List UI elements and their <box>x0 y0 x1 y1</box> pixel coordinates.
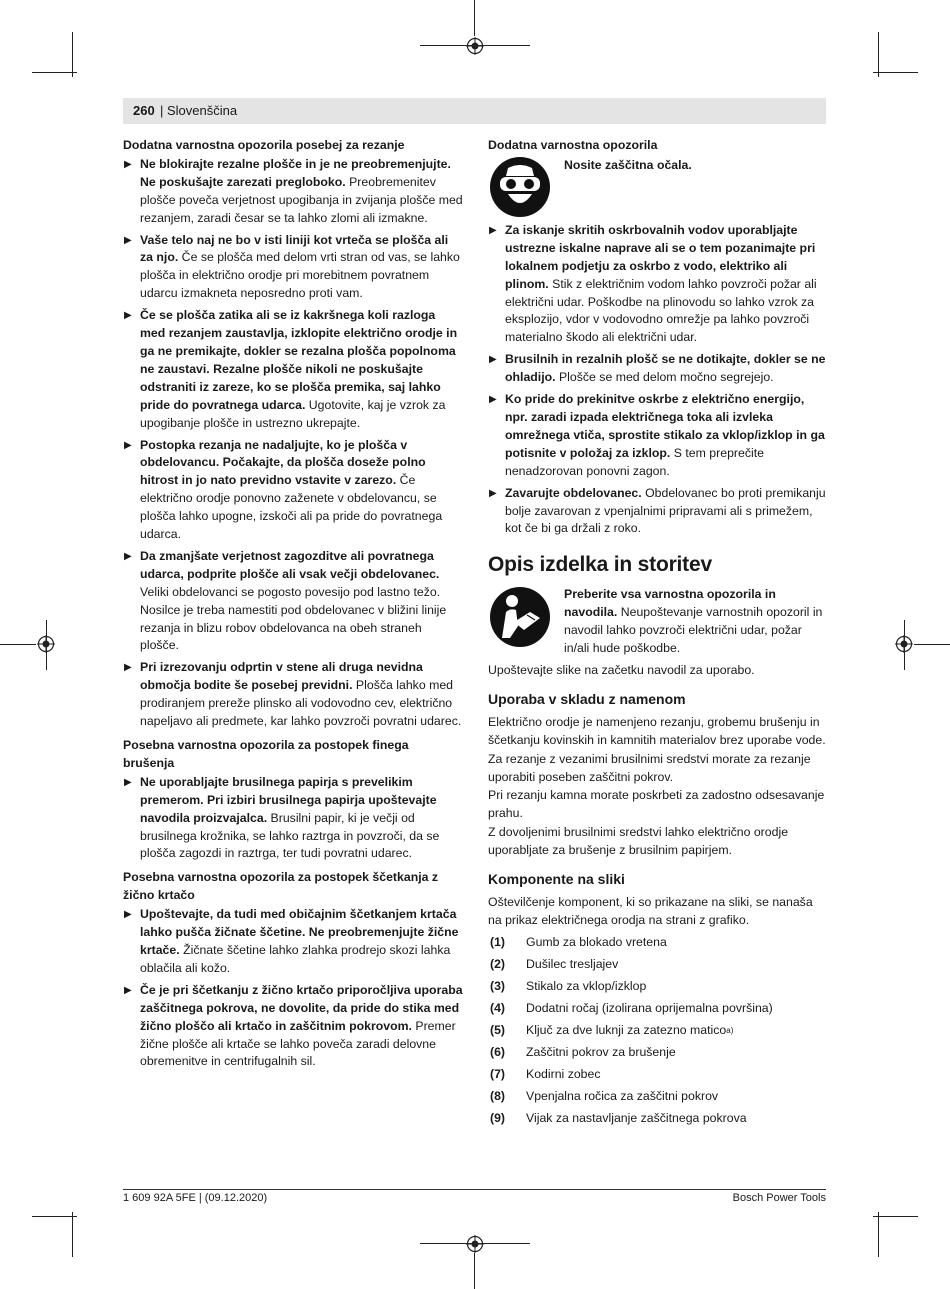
warning-bold: Zavarujte obdelovanec. <box>505 485 642 500</box>
component-number: (7) <box>490 1066 506 1081</box>
component-label: Ključ za dve luknji za zatezno matico <box>526 1022 727 1037</box>
crop-mark <box>873 1216 918 1217</box>
warning-bold: Da zmanjšate verjetnost zagozditve ali povratnega udarca, podprite plošče ali vsak večji obdelovanec. <box>140 548 440 581</box>
warning-item <box>123 774 463 864</box>
crop-mark <box>914 644 950 645</box>
warning-text: Premer žične plošče ali krtače se lahko poveča zaradi delovne obremenitve in centrifugalnih sil. <box>140 1018 456 1069</box>
component-label: Vpenjalna ročica za zaščitni pokrov <box>526 1088 719 1103</box>
page-number: 260 <box>133 103 155 118</box>
component-label: Gumb za blokado vretena <box>526 934 667 949</box>
warning-item <box>488 391 826 481</box>
bullet-arrow-icon: ▶ <box>124 909 132 921</box>
warning-item <box>488 351 826 387</box>
component-number: (8) <box>490 1088 506 1103</box>
warning-bold: Vaše telo naj ne bo v isti liniji kot vrteča se plošča ali za njo. <box>140 232 449 265</box>
component-label: Stikalo za vklop/izklop <box>526 978 647 993</box>
warning-text: Plošča lahko med prodiranjem prereže plinsko ali vodovodno cev, električno napeljavo ali predmete, kar lahko povzroči povratni udarec. <box>140 678 462 729</box>
component-item <box>488 1110 826 1128</box>
component-item <box>488 956 826 974</box>
header-language: Slovenščina <box>167 103 238 118</box>
warning-text: Če električno orodje ponovno zaženete v obdelovancu, se plošča lahko upogne, izskoči ali pa pride do povratnega udarca. <box>140 473 443 542</box>
bullet-arrow-icon: ▶ <box>489 394 497 406</box>
bullet-arrow-icon: ▶ <box>124 234 132 246</box>
footer-rule <box>123 1189 826 1190</box>
warning-text: Ugotovite, kaj je vzrok za upogibanje plošče in ustrezno ukrepajte. <box>140 397 446 430</box>
warning-item <box>123 906 463 978</box>
crop-mark <box>878 1212 879 1257</box>
bullet-arrow-icon: ▶ <box>124 550 132 562</box>
bullet-arrow-icon: ▶ <box>124 158 132 170</box>
goggles-notice <box>488 156 826 218</box>
registration-mark-icon <box>37 635 55 653</box>
bullet-arrow-icon: ▶ <box>124 439 132 451</box>
warning-list <box>488 222 826 538</box>
component-item <box>488 1066 826 1084</box>
warning-list <box>123 906 463 1071</box>
warning-text: Žičnate ščetine lahko zlahka prodrejo skozi lahka oblačila ali kožo. <box>140 942 451 975</box>
warning-item <box>123 156 463 228</box>
warning-item <box>123 307 463 432</box>
crop-mark <box>474 1253 475 1289</box>
warning-bold: Ko pride do prekinitve oskrbe z električno energijo, npr. zaradi izpada električnega toka ali izvleka omrežnega vtiča, sprostite stikalo za vklop/izklop in ga potisnite v položaj za izklop. <box>505 392 825 460</box>
component-item <box>488 978 826 996</box>
component-label: Zaščitni pokrov za brušenje <box>526 1044 676 1059</box>
warning-text: Stik z električnim vodom lahko povzroči požar ali električni udar. Poškodbe na plinovodu so lahko vzrok za eksplozijo, vdor v vodovodno omrežje pa lahko povzroči materialno škodo ali električni udar. <box>505 276 817 345</box>
component-item <box>488 934 826 952</box>
warning-bold: Postopka rezanja ne nadaljujte, ko je plošča v obdelovancu. Počakajte, da plošča doseže polno hitrost in jo nato previdno vstavite v zarezo. <box>140 437 426 488</box>
warning-text: S tem preprečite nenadzorovan ponovni zagon. <box>505 445 764 478</box>
warning-item <box>123 659 463 731</box>
warning-text: Plošče se med delom močno segrejejo. <box>555 370 774 385</box>
warning-bold: Če se plošča zatika ali se iz kakršnega koli razloga med rezanjem zaustavlja, izklopite električno orodje in ga ne premikajte, dokler se rezalna plošča popolnoma ne zaustavi. Rezalne plošče nikoli ne poskušajte odstraniti iz zareze, ko se plošča premika, saj lahko pride do povratnega udarca. <box>140 308 458 412</box>
component-label: Kodirni zobec <box>526 1066 601 1081</box>
component-number: (1) <box>490 934 506 949</box>
warning-bold: Za iskanje skritih oskrbovalnih vodov uporabljajte ustrezne iskalne naprave ali se o tem pozanimajte pri lokalnem podjetju za oskrbo z vodo, elektriko ali plinom. <box>505 222 816 291</box>
component-label: Dodatni ročaj (izolirana oprijemalna površina) <box>526 1000 773 1015</box>
warning-bold: Upoštevajte, da tudi med običajnim ščetkanjem krtača lahko pušča žičnate ščetine. Ne preobremenjujte žične krtače. <box>140 907 459 957</box>
component-item <box>488 1022 826 1040</box>
warning-item <box>123 548 463 655</box>
warning-text: Veliki obdelovanci se pogosto povesijo pod lastno težo. Nosilce je treba namestiti pod obdelovanec v bližini linije rezanja in blizu robov obdelovanca na obeh straneh plošče. <box>140 584 447 653</box>
intended-use-heading: Uporaba v skladu z namenom <box>488 690 686 707</box>
bullet-arrow-icon: ▶ <box>124 662 132 674</box>
header-separator: | <box>160 103 164 118</box>
intended-use-paragraph: Z dovoljenimi brusilnimi sredstvi lahko električno orodje uporabljate za brušenje z brusilnim papirjem. <box>488 825 789 858</box>
warning-bold: Če je pri ščetkanju z žično krtačo priporočljiva uporaba zaščitnega pokrova, ne dovolite, da pride do stika med žično ploščo ali krtačo in zaščitnim pokrovom. <box>140 982 463 1033</box>
warning-bold: Ne uporabljajte brusilnega papirja s prevelikim premerom. Pri izbiri brusilnega papirja upoštevajte navodila proizvajalca. <box>140 774 437 825</box>
read-manual-icon <box>488 586 554 648</box>
intended-use-paragraph: Električno orodje je namenjeno rezanju, grobemu brušenju in ščetkanju kovinskih in kamnitih materialov brez uporabe vode. <box>488 714 826 747</box>
components-list <box>488 934 826 1128</box>
component-footnote-mark: a) <box>726 1025 734 1035</box>
warning-item <box>123 232 463 304</box>
warning-bold: Brusilnih in rezalnih plošč se ne dotikajte, dokler se ne ohladijo. <box>505 352 826 385</box>
warning-item <box>488 485 826 539</box>
component-number: (3) <box>490 978 506 993</box>
manual-text: Preberite vsa varnostna opozorila in navodila. Neupoštevanje varnostnih opozoril in navodil lahko povzroči električni udar, požar in/ali hude poškodbe. <box>564 587 823 656</box>
components-heading: Komponente na sliki <box>488 871 625 888</box>
warning-text: Brusilni papir, ki je večji od brusilnega krožnika, se lahko raztrga in povzroči, da se plošča zagozdi in raztrga, ter tudi povratni udarec. <box>140 810 440 861</box>
warning-list <box>123 774 463 864</box>
right-column <box>488 137 826 1132</box>
manual-notice <box>488 586 826 658</box>
intended-use-paragraph: Za rezanje z vezanimi brusilnimi sredstvi morate za rezanje uporabiti poseben zaščitni pokrov. <box>488 751 811 784</box>
goggles-text: Nosite zaščitna očala. <box>564 157 692 172</box>
registration-mark-icon <box>466 1235 484 1253</box>
component-item <box>488 1044 826 1062</box>
intended-use-text <box>488 714 826 860</box>
crop-mark <box>474 0 475 36</box>
crop-mark <box>32 72 77 73</box>
registration-mark-icon <box>466 37 484 55</box>
section-heading: Posebna varnostna opozorila za postopek ščetkanja z žično krtačo <box>123 870 439 903</box>
crop-mark <box>72 1212 73 1257</box>
safety-goggles-icon <box>488 156 554 218</box>
warning-list <box>123 156 463 731</box>
warning-bold: Ne blokirajte rezalne plošče in je ne preobremenjujte. Ne poskušajte zarezati pregloboko. <box>140 156 451 189</box>
bullet-arrow-icon: ▶ <box>124 310 132 322</box>
bullet-arrow-icon: ▶ <box>124 984 132 996</box>
component-item <box>488 1088 826 1106</box>
figures-note: Upoštevajte slike na začetku navodil za uporabo. <box>488 662 755 677</box>
left-column <box>123 137 463 1075</box>
crop-mark <box>878 32 879 77</box>
warning-bold: Pri izrezovanju odprtin v stene ali druga nevidna območja bodite še posebej previdni. <box>140 660 423 693</box>
bullet-arrow-icon: ▶ <box>489 487 497 499</box>
footer-doc-id: 1 609 92A 5FE | (09.12.2020) <box>123 1192 268 1204</box>
crop-mark <box>32 1216 77 1217</box>
bullet-arrow-icon: ▶ <box>489 354 497 366</box>
crop-mark <box>72 32 73 77</box>
intended-use-paragraph: Pri rezanju kamna morate poskrbeti za zadostno odsesavanje prahu. <box>488 788 825 821</box>
components-intro: Oštevilčenje komponent, ki so prikazane na sliki, se nanaša na prikaz električnega orodja na strani z grafiko. <box>488 895 813 927</box>
bullet-arrow-icon: ▶ <box>489 224 497 236</box>
component-label: Vijak za nastavljanje zaščitnega pokrova <box>526 1110 747 1125</box>
section-heading: Dodatna varnostna opozorila posebej za rezanje <box>123 138 405 152</box>
warning-item <box>123 437 463 544</box>
warning-text: Preobremenitev plošče poveča verjetnost upogibanja in zvijanja plošče med rezanjem, zaradi česar se ta lahko zlomi ali izmakne. <box>140 174 463 225</box>
warning-text: Če se plošča med delom vrti stran od vas, se lahko plošča in električno orodje pri morebitnem povratnem udarcu izmakneta neposredno proti vam. <box>140 250 460 301</box>
warning-item <box>488 222 826 347</box>
component-number: (2) <box>490 956 506 971</box>
section-heading: Dodatna varnostna opozorila <box>488 138 658 152</box>
product-heading: Opis izdelka in storitev <box>488 553 712 577</box>
component-number: (6) <box>490 1044 506 1059</box>
footer-brand: Bosch Power Tools <box>732 1192 826 1204</box>
component-item <box>488 1000 826 1018</box>
component-label: Dušilec tresljajev <box>526 956 619 971</box>
section-heading: Posebna varnostna opozorila za postopek finega brušenja <box>123 738 409 770</box>
bullet-arrow-icon: ▶ <box>124 776 132 788</box>
warning-text: Obdelovanec bo proti premikanju bolje zavarovan z vpenjalnimi pripravami ali s primežem, kot če bi ga držali z roko. <box>505 485 826 536</box>
crop-mark <box>0 644 36 645</box>
component-number: (4) <box>490 1000 506 1015</box>
crop-mark <box>873 72 918 73</box>
registration-mark-icon <box>895 635 913 653</box>
component-number: (5) <box>490 1022 506 1037</box>
warning-item <box>123 982 463 1072</box>
component-number: (9) <box>490 1110 506 1125</box>
